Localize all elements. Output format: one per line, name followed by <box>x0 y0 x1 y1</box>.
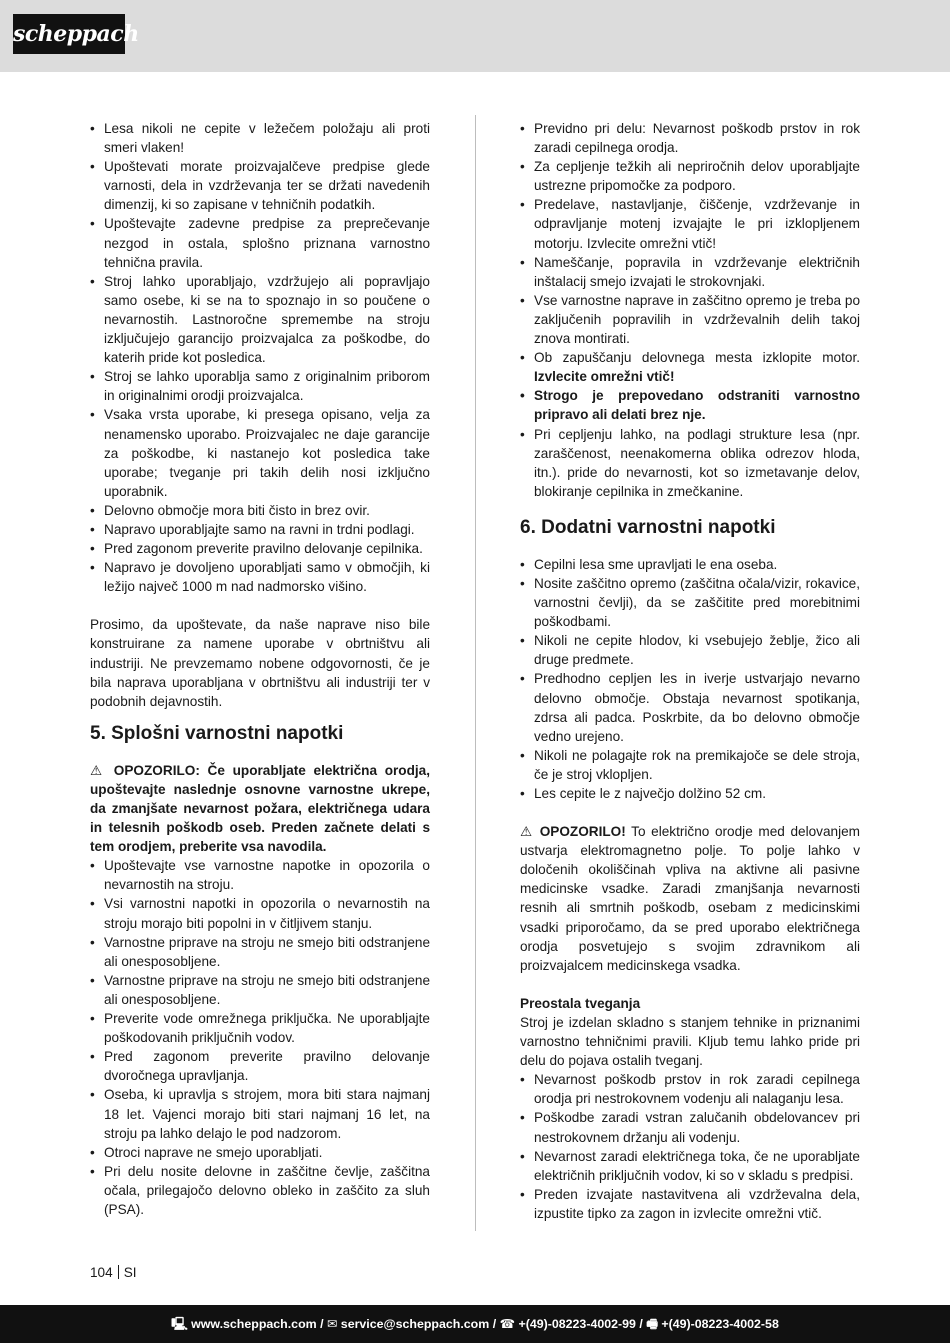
list-item <box>520 348 860 386</box>
list-item: • Stroj lahko uporabljajo, vzdržujejo ali popravljajo samo osebe, ki se na to spoznajo in so poučene o nevarnostih. Lastnoročne spremembe na stroju izključujejo garancijo proizvajalca za poškodbe, do katerih pride kot posledica. <box>90 272 430 367</box>
list-item: • Upoštevajte vse varnostne napotke in opozorila o nevarnostih na stroju. <box>90 856 430 894</box>
warning-triangle-icon: ⚠ <box>90 762 107 778</box>
list-item: • Poškodbe zaradi vstran zalučanih obdelovancev pri nestrokovnem držanju ali vodenju. <box>520 1108 860 1146</box>
list-item: • Cepilni lesa sme upravljati le ena oseba. <box>520 555 860 574</box>
list-item: • Nevarnost poškodb prstov in rok zaradi cepilnega orodja pri nestrokovnem vodenju ali nalaganju lesa. <box>520 1070 860 1108</box>
column-divider <box>475 115 476 1231</box>
list-item: • Vse varnostne naprave in zaščitno opremo je treba po zaključenih popravilih in vzdrževalnih delih takoj znova montirati. <box>520 291 860 348</box>
list-item: • Varnostne priprave na stroju ne smejo biti odstranjene ali onesposobljene. <box>90 971 430 1009</box>
list-item: • Preverite vode omrežnega priključka. Ne uporabljajte poškodovanih priključnih vodov. <box>90 1009 430 1047</box>
commercial-use-notice: Prosimo, da upoštevate, da naše naprave niso bile konstruirane za namene uporabe v obrtništvu ali industriji. Ne prevzemamo nobene odgovornosti, če je bila naprava uporabljana v obrtništvu ali industriji ter v podobnih dejavnostih. <box>90 617 430 709</box>
list-item: • Napravo uporabljajte samo na ravni in trdni podlagi. <box>90 520 430 539</box>
list-item: • Napravo je dovoljeno uporabljati samo v območjih, ki ležijo največ 1000 m nad nadmorsko višino. <box>90 558 430 596</box>
list-item: • Nevarnost zaradi električnega toka, če ne uporabljate električnih priključnih vodov, ki so v skladu s predpisi. <box>520 1147 860 1185</box>
list-item: • Pred zagonom preverite pravilno delovanje dvoročnega upravljanja. <box>90 1047 430 1085</box>
list-item: • Oseba, ki upravlja s strojem, mora biti stara najmanj 18 let. Vajenci morajo biti stari najmanj 16 let, na stroju pa lahko delajo le pod nadzorom. <box>90 1085 430 1142</box>
page-number <box>90 1265 137 1280</box>
list-item: • Delovno območje mora biti čisto in brez ovir. <box>90 501 430 520</box>
bullet-list-additional <box>520 555 860 803</box>
residual-risks-intro: Stroj je izdelan skladno s stanjem tehnike in priznanimi varnostno tehničnimi pravili. Kljub temu lahko pride pri delu do pojava ostalih tveganj. <box>520 1014 860 1069</box>
list-item: • Nameščanje, popravila in vzdrževanje električnih inštalacij smejo izvajati le strokovnjaki. <box>520 253 860 291</box>
list-item: • Predelave, nastavljanje, čiščenje, vzdrževanje in odpravljanje motenj izvajajte le pri izklopljenem motorju. Izvlecite omrežni vtič! <box>520 195 860 252</box>
left-column <box>90 119 430 1219</box>
bullet-list-general <box>90 119 430 596</box>
section-5-title: 5. Splošni varnostni napotki <box>90 722 344 744</box>
list-item: • Lesa nikoli ne cepite v ležečem položaju ali proti smeri vlaken! <box>90 119 430 157</box>
contact-footer <box>0 1305 950 1343</box>
list-item: • Vsi varnostni napotki in opozorila o nevarnostih na stroju morajo biti popolni in v čitljivem stanju. <box>90 894 430 932</box>
brand-logo: scheppach <box>13 14 125 54</box>
list-item: • Pri cepljenju lahko, na podlagi strukture lesa (npr. zaraščenost, neenakomerna oblika odrezov hloda, itn.). pride do nevarnosti, kot so izmetavanje delov, blokiranje cepilnika in zmečkanine. <box>520 425 860 501</box>
list-item: • Previdno pri delu: Nevarnost poškodb prstov in rok zaradi cepilnega orodja. <box>520 119 860 157</box>
list-item-text: Ob zapuščanju delovnega mesta izklopite motor. <box>534 350 860 366</box>
list-item: • Otroci naprave ne smejo uporabljati. <box>90 1143 430 1162</box>
warning-text: To električno orodje med delovanjem ustvarja elektromagnetno polje. To polje lahko v določenih okoliščinah vpliva na aktivne ali pasivne medicinske vsadke. Zaradi zmanjšanja nevarnosti resnih ali smrtnih poškodb, osebam z medicinskimi vsadki priporočamo, da se pred uporabo električnega orodja posvetujejo s svojim zdravnikom ali proizvajalcem medicinskega vsadka. <box>520 824 860 973</box>
list-item: • Pri delu nosite delovne in zaščitne čevlje, zaščitna očala, prilegajočo delovno obleko in zaščito za sluh (PSA). <box>90 1162 430 1219</box>
list-item: • Za cepljenje težkih ali nepriročnih delov uporabljajte ustrezne pripomočke za podporo. <box>520 157 860 195</box>
list-item: • Stroj se lahko uporablja samo z originalnim priborom in originalnimi orodji proizvajalca. <box>90 367 430 405</box>
residual-risks-title: Preostala tveganja <box>520 995 641 1011</box>
warning-triangle-icon: ⚠ <box>520 824 535 840</box>
list-item: • Nosite zaščitno opremo (zaščitna očala/vizir, rokavice, varnostni čevlji), da se zaščitite pred morebitnimi poškodbami. <box>520 574 860 631</box>
bullet-list-operation <box>520 119 860 501</box>
contact-line: 🖳 www.scheppach.com / ✉ service@scheppach.com / ☎ +(49)-08223-4002-99 / 🖷 +(49)-08223-4002-58 <box>171 1317 779 1331</box>
list-item: • Varnostne pripravе na stroju ne smejo biti odstranjene ali onesposobljene. <box>90 933 430 971</box>
list-item: • Strogo je prepovedano odstraniti varnostno pripravo ali delati brez nje. <box>520 386 860 424</box>
list-item: • Predhodno cepljen les in iverje ustvarjajo nevarno delovno območje. Obstaja nevarnost spotikanja, zdrsa ali padca. Poskrbite, da bo delovno območje vedno urejeno. <box>520 669 860 745</box>
list-item: • Vsaka vrsta uporabe, ki presega opisano, velja za nenamensko uporabo. Proizvajalec ne daje garancije za poškodbe, ki nastanejo kot posledica take uporabe; tveganje pri takih delih nosi izključno uporabnik. <box>90 405 430 500</box>
page-number-value: 104 <box>90 1265 113 1280</box>
warning-label: OPOZORILO! <box>539 824 626 840</box>
page-header <box>0 0 950 72</box>
list-item: • Upoštevati morate proizvajalčeve predpise glede varnosti, dela in vzdrževanja ter se držati navedenih dimenzij, ki so zapisane v tehničnih podatkih. <box>90 157 430 214</box>
list-item: • Preden izvajate nastavitvena ali vzdrževalna dela, izpustite tipko za zagon in izvlecite omrežni vtič. <box>520 1185 860 1223</box>
list-item: • Les cepite le z največjo dolžino 52 cm. <box>520 784 860 803</box>
list-item: • Nikoli ne cepite hlodov, ki vsebujejo žeblje, žico ali druge predmete. <box>520 631 860 669</box>
bullet-list-safety <box>90 856 430 1219</box>
language-code: SI <box>123 1265 137 1280</box>
warning-paragraph <box>90 761 430 856</box>
warning-text: OPOZORILO: Če uporabljate električna orodja, upoštevajte naslednje osnovne varnostne ukrepe, da zmanjšate nevarnost požara, električnega udara in telesnih poškodb oseb. Preden začnete delati s tem orodjem, preberite vsa navodila. <box>90 762 431 855</box>
section-6-title: 6. Dodatni varnostni napotki <box>520 516 776 538</box>
list-item: • Upoštevajte zadevne predpise za preprečevanje nezgod in ostala, splošno priznana varnostno tehnična pravila. <box>90 214 430 271</box>
bullet-list-residual <box>520 1070 860 1223</box>
list-item: • Pred zagonom preverite pravilno delovanje cepilnika. <box>90 539 430 558</box>
list-item: • Nikoli ne polagajte rok na premikajoče se dele stroja, če je stroj vklopljen. <box>520 746 860 784</box>
list-item-emphasis: Izvlecite omrežni vtič! <box>534 369 675 385</box>
right-column <box>520 119 860 1223</box>
page-number-separator <box>118 1265 119 1279</box>
emf-warning-paragraph <box>520 822 860 975</box>
